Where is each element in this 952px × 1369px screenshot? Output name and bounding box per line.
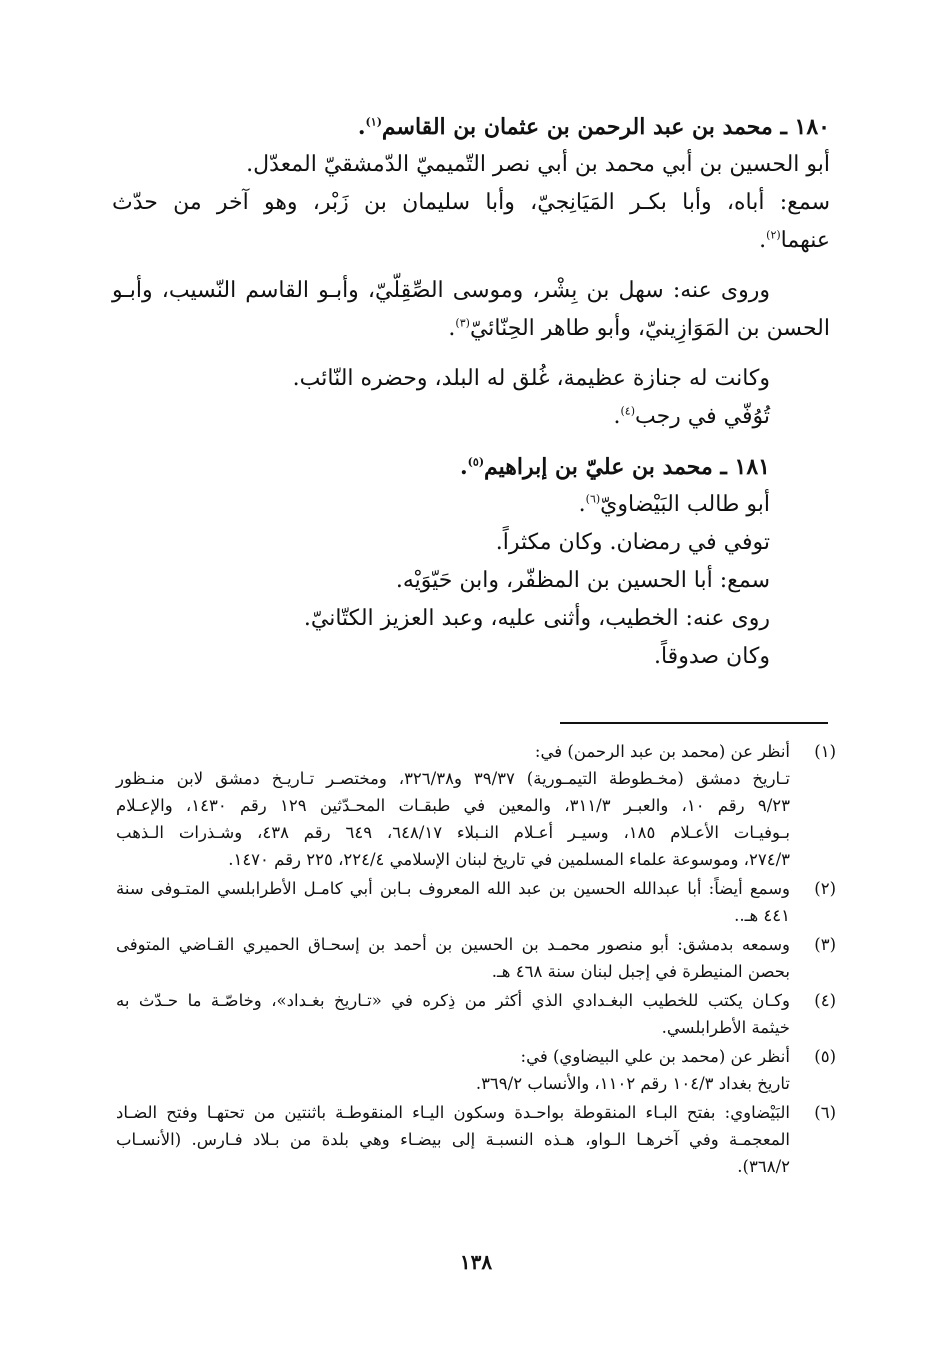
footnote-ref-1[interactable]: (١) bbox=[365, 115, 382, 129]
footnote-number: (٤) bbox=[814, 991, 836, 1010]
footnote-number: (٢) bbox=[814, 879, 836, 898]
footnote-line: أنظر عن (محمد بن عبد الرحمن) في: bbox=[534, 742, 790, 761]
footnote-ref-5[interactable]: (٥) bbox=[467, 455, 485, 469]
footnote-ref-6[interactable]: (٦) bbox=[585, 492, 601, 506]
footnote-1 bbox=[116, 738, 836, 873]
entry-181-heading: ١٨١ ـ محمد بن عليّ بن إبراهيم$^{(٥)}$. bbox=[460, 454, 770, 480]
page-number: ١٣٨ bbox=[459, 1250, 493, 1274]
footnote-4 bbox=[116, 987, 836, 1041]
footnote-line: وسمع أيضاً: أبا عبدالله الحسين بن عبد الله المعروف بـابن أبي كامـل الأطرابلسي المتـوفى سنة bbox=[116, 879, 790, 898]
entry-180-line1: أبو الحسين بن أبي محمد بن أبي نصر التّميميّ الدّمشقيّ المعدّل. bbox=[246, 152, 830, 177]
footnote-line: خيثمة الأطرابلسي. bbox=[661, 1018, 790, 1037]
footnote-line: وكـان يكتب للخطيب البغـدادي الذي أكثر من ذِكره في «تـاريخ بغـداد»، وخاصّـة ما حـدّث به bbox=[116, 991, 790, 1010]
footnote-line: المعجمـة وفي آخرهـا الـواو، هـذه النسبـة إلى بيضـاء وهي بلدة من بـلاد فـارس. (الأنسـاب bbox=[116, 1130, 790, 1149]
footnote-line: أنظر عن (محمد بن علي البيضاوي) في: bbox=[520, 1047, 790, 1066]
footnote-line: ٢٧٤/٣، وموسوعة علماء المسلمين في تاريخ لبنان الإسلامي ٢٢٤/٤، ٢٢٥ رقم ١٤٧٠. bbox=[228, 850, 790, 869]
footnote-number: (٣) bbox=[814, 935, 836, 954]
footnote-ref-4[interactable]: (٤) bbox=[620, 404, 635, 418]
footnote-ref-3[interactable]: (٣) bbox=[455, 316, 470, 330]
entry-180-line5: الحسن بن المَوَازِينيّ، وأبو طاهر الحِنّائيّ$^{(٣)}$. bbox=[448, 316, 830, 341]
footnote-number: (٦) bbox=[814, 1103, 836, 1122]
footnote-line: تاريخ بغداد ١٠٤/٣ رقم ١١٠٢، والأنساب ٣٦٩/٢. bbox=[475, 1074, 790, 1093]
footnote-line: ٣٦٨/٢). bbox=[737, 1157, 790, 1176]
footnote-number: (٥) bbox=[814, 1047, 836, 1066]
footnote-number: (١) bbox=[814, 742, 836, 761]
entry-180-line6: وكانت له جنازة عظيمة، غُلق له البلد، وحضره النّائب. bbox=[292, 366, 770, 391]
footnote-line: بحصن المنيطرة في إجبل لبنان سنة ٤٦٨ هـ. bbox=[491, 962, 790, 981]
entry-181-line4: روى عنه: الخطيب، وأثنى عليه، وعبد العزيز الكتّانيّ. bbox=[303, 606, 770, 631]
footnote-divider bbox=[560, 722, 828, 724]
entry-180-line2: سمع: أباه، وأبا بكـر المَيَانِجيّ، وأبا سليمان بن زَبْر، وهو آخر من حدّث bbox=[112, 190, 830, 215]
entry-181-line5: وكان صدوقاً. bbox=[653, 644, 770, 669]
entry-180-line3: عنهما$^{(٢)}$. bbox=[759, 228, 830, 253]
footnote-2 bbox=[116, 875, 836, 929]
footnote-line: البَيْضاوي: بفتح البـاء المنقوطة بواحـدة وسكون اليـاء المنقوطـة باثنتين من تحتهـا وفتح الضـاد bbox=[116, 1103, 790, 1122]
footnote-line: بـوفيـات الأعـلام ١٨٥، وسيـر أعـلام النـبلاء ٦٤٨/١٧، ٦٤٩ رقم ٤٣٨، وشـذرات الـذهب bbox=[116, 823, 790, 842]
footnote-6 bbox=[116, 1099, 836, 1180]
footnote-3 bbox=[116, 931, 836, 985]
footnote-line: ٤٤١ هـ.. bbox=[734, 906, 790, 925]
footnote-ref-2[interactable]: (٢) bbox=[766, 228, 781, 242]
entry-180-line4: وروى عنه: سهل بن بِشْر، وموسى الصِّقِلّيّ، وأبـو القاسم النّسيب، وأبـو bbox=[112, 278, 770, 303]
footnote-line: وسمعه بدمشق: أبو منصور محمـد بن الحسين بن أحمد بن إسحـاق الحميري القـاضي المتوفى bbox=[116, 935, 790, 954]
entry-181-line2: توفي في رمضان. وكان مكثراً. bbox=[495, 530, 770, 555]
footnote-5 bbox=[116, 1043, 836, 1097]
footnote-line: ٩/٢٣ رقم ١٠، والعبـر ٣١١/٣، والمعين في طبقـات المحـدّثين ١٢٩ رقم ١٤٣٠، والإعـلام bbox=[116, 796, 791, 815]
entry-181-line1: أبو طالب البَيْضاويّ$^{(٦)}$. bbox=[578, 492, 770, 517]
entry-181-line3: سمع: أبا الحسين بن المظفّر، وابن حَيّوَيْه. bbox=[395, 568, 770, 593]
main-text bbox=[112, 108, 830, 676]
footnotes bbox=[116, 738, 836, 1182]
entry-180-heading: ١٨٠ ـ محمد بن عبد الرحمن بن عثمان بن القاسم$^{(١)}$. bbox=[357, 114, 830, 140]
entry-180-line7: تُوُفّي في رجب$^{(٤)}$. bbox=[613, 404, 770, 429]
footnote-line: تـاريخ دمشق (مخـطوطة التيمـورية) ٣٩/٣٧ و٣٢٦/٣٨، ومختصـر تـاريـخ دمشق لابن منـظور bbox=[116, 769, 791, 788]
